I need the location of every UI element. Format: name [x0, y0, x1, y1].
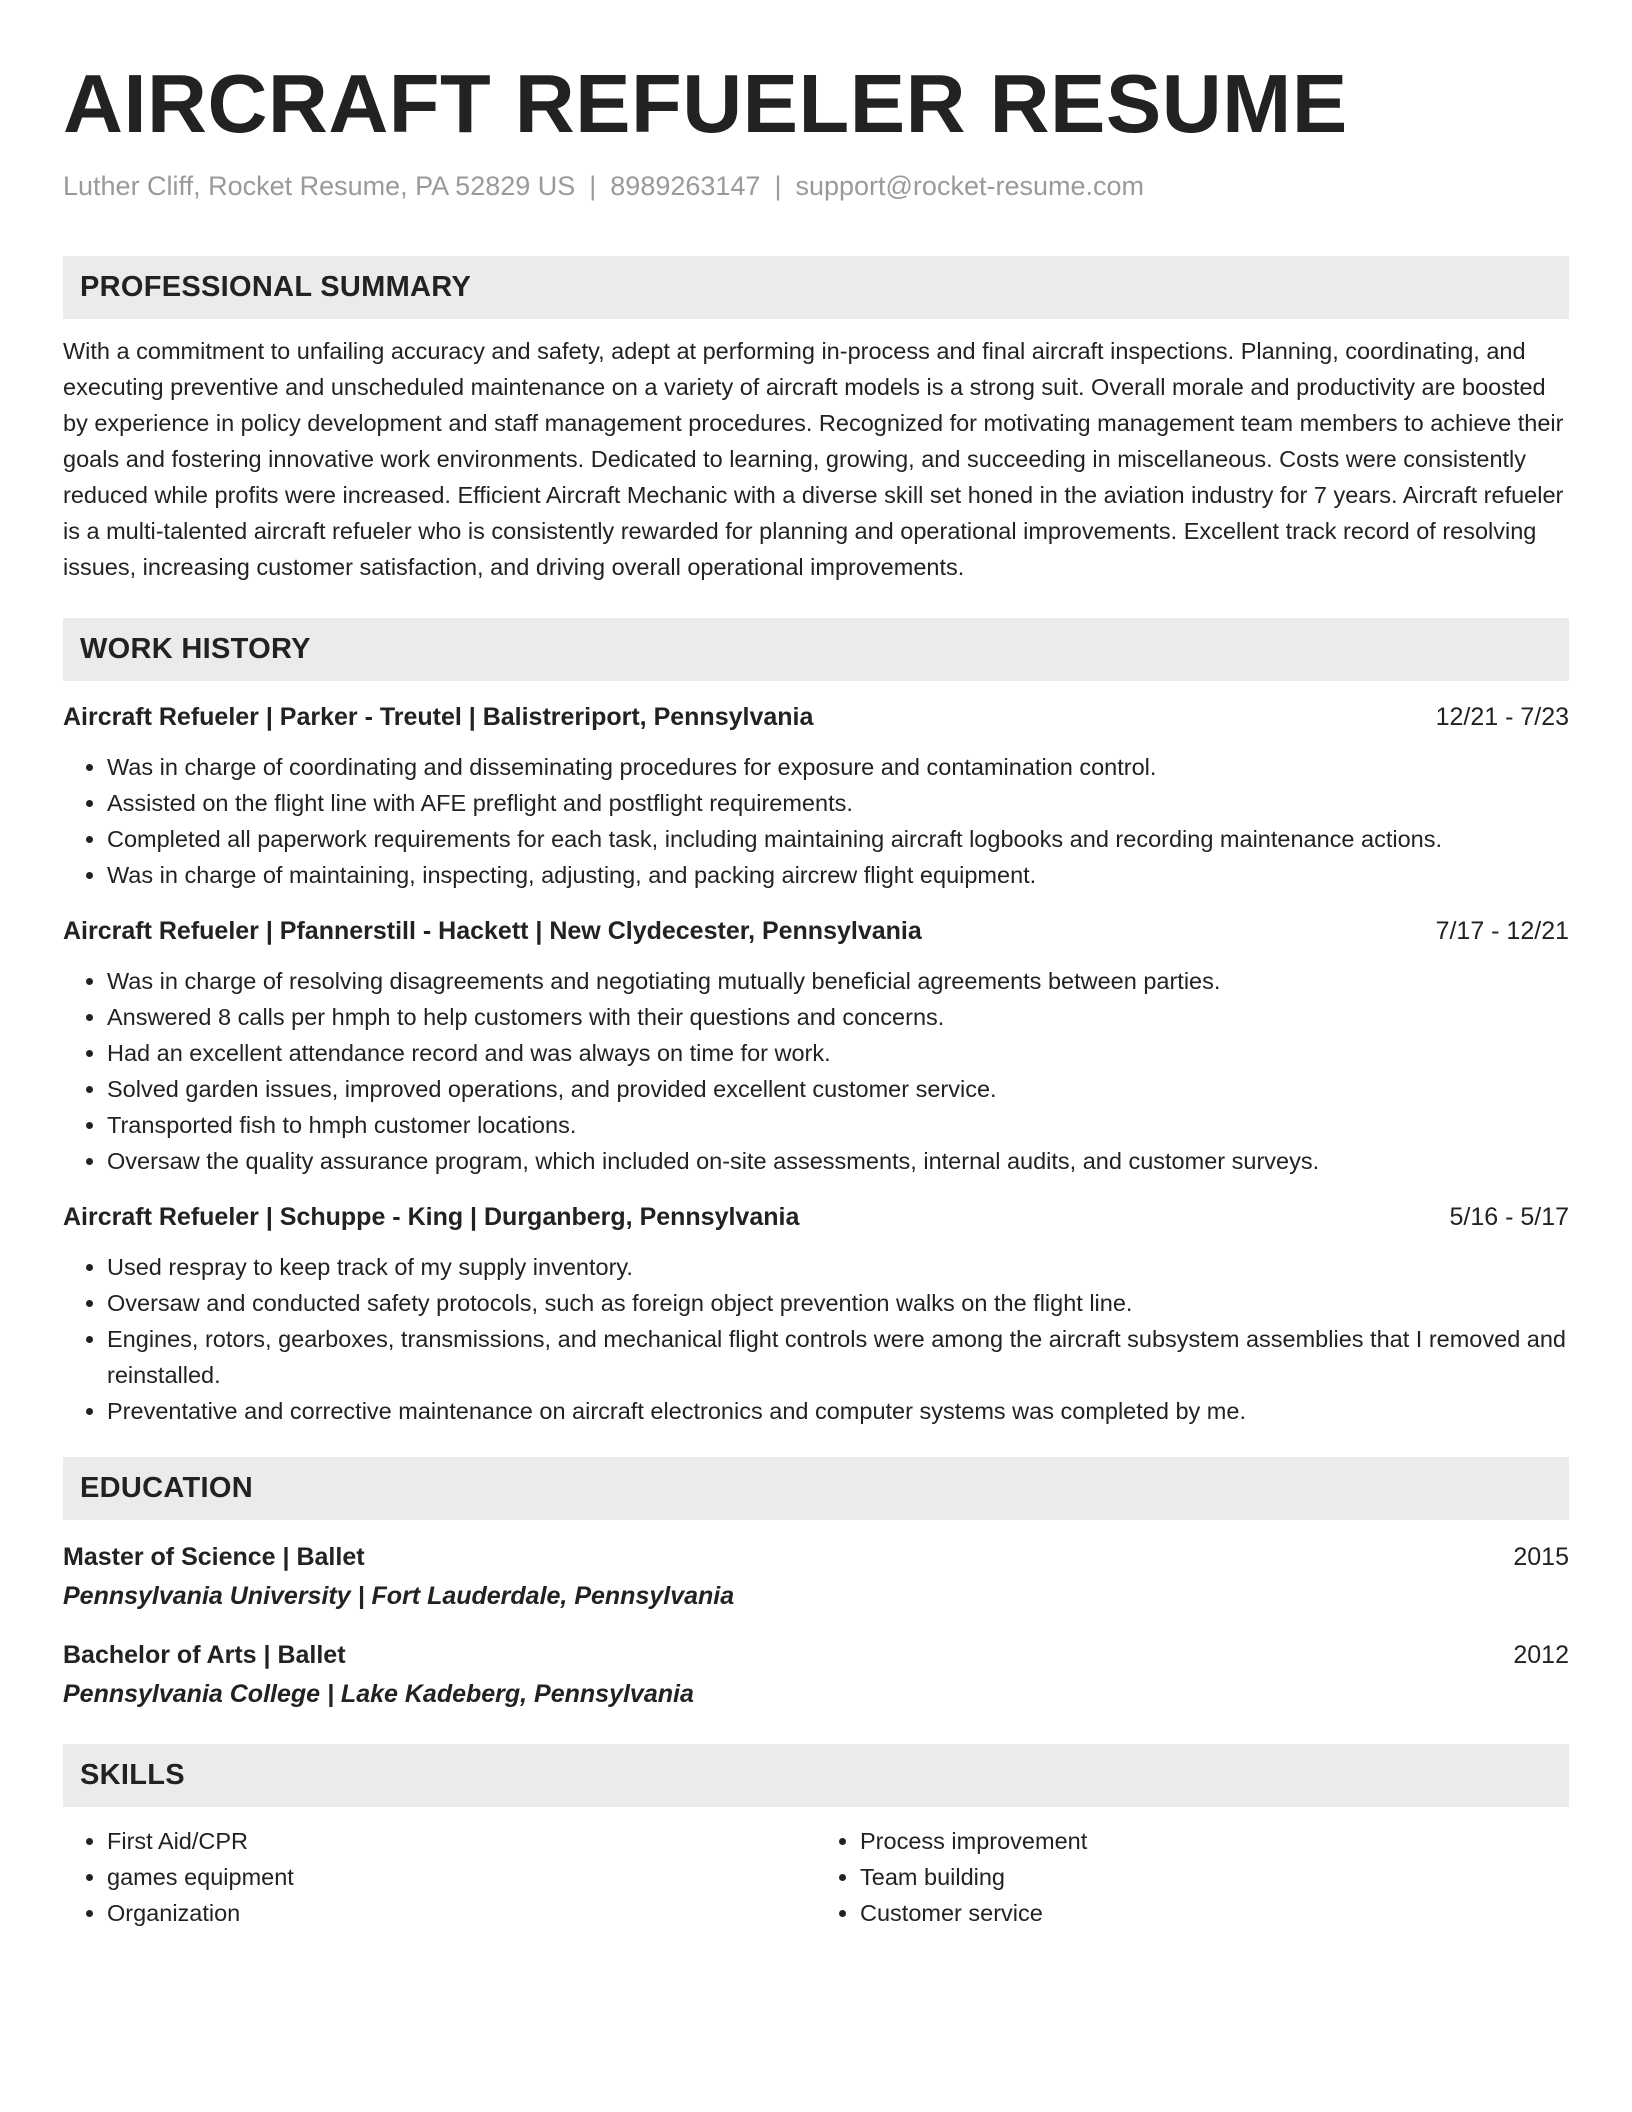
- job-title: Aircraft Refueler | Pfannerstill - Hackett | New Clydecester, Pennsylvania: [63, 917, 922, 945]
- job-bullet: • Answered 8 calls per hmph to help customers with their questions and concerns.: [107, 999, 1569, 1035]
- education-year: 2012: [1513, 1641, 1569, 1669]
- skills-heading: SKILLS: [63, 1744, 1569, 1807]
- education-school: Pennsylvania University | Fort Lauderdale, Pennsylvania: [63, 1582, 735, 1610]
- summary-text: With a commitment to unfailing accuracy and safety, adept at performing in-process and final aircraft inspections. Planning, coordinating, and executing preventive and unscheduled maintenance on a variety of aircraft models is a strong suit. Overall morale and productivity are boosted by experience in policy development and staff management procedures. Recognized for motivating management team members to achieve their goals and fostering innovative work environments. Dedicated to learning, growing, and succeeding in miscellaneous. Costs were consistently reduced while profits were increased. Efficient Aircraft Mechanic with a diverse skill set honed in the aviation industry for 7 years. Aircraft refueler is a multi-talented aircraft refueler who is consistently rewarded for planning and operational improvements. Excellent track record of resolving issues, increasing customer satisfaction, and driving overall operational improvements.: [63, 338, 1564, 580]
- job-bullet: • Oversaw the quality assurance program, which included on-site assessments, internal audits, and customer surveys.: [107, 1143, 1569, 1179]
- job-dates: 12/21 - 7/23: [1435, 703, 1569, 731]
- job-entry: [63, 913, 1569, 1179]
- skill-item: • games equipment: [107, 1859, 816, 1895]
- job-bullets: [63, 963, 1569, 1179]
- job-bullet: • Completed all paperwork requirements for each task, including maintaining aircraft logbooks and recording maintenance actions.: [107, 821, 1569, 857]
- job-title: Aircraft Refueler | Parker - Treutel | Balistreriport, Pennsylvania: [63, 703, 814, 731]
- skills-list: [63, 1823, 1569, 1931]
- job-bullet: • Assisted on the flight line with AFE preflight and postflight requirements.: [107, 785, 1569, 821]
- skills-column-right: [816, 1823, 1569, 1931]
- contact-phone: 8989263147: [610, 171, 761, 201]
- job-bullets: [63, 1249, 1569, 1429]
- job-bullet: • Solved garden issues, improved operations, and provided excellent customer service.: [107, 1071, 1569, 1107]
- contact-address: Luther Cliff, Rocket Resume, PA 52829 US: [63, 171, 576, 201]
- education-year: 2015: [1513, 1543, 1569, 1571]
- job-entry: [63, 699, 1569, 893]
- contact-separator: |: [589, 171, 597, 201]
- job-bullet: • Oversaw and conducted safety protocols, such as foreign object prevention walks on the flight line.: [107, 1285, 1569, 1321]
- contact-separator: |: [774, 171, 782, 201]
- job-dates: 7/17 - 12/21: [1435, 917, 1569, 945]
- education-heading: EDUCATION: [63, 1457, 1569, 1520]
- skill-item: • Organization: [107, 1895, 816, 1931]
- skill-item: • Customer service: [860, 1895, 1569, 1931]
- job-bullet: • Engines, rotors, gearboxes, transmissions, and mechanical flight controls were among the aircraft subsystem assemblies that I removed and reinstalled.: [107, 1321, 1569, 1393]
- job-entry: [63, 1199, 1569, 1429]
- job-bullet: • Was in charge of coordinating and disseminating procedures for exposure and contamination control.: [107, 749, 1569, 785]
- job-header: [63, 699, 1569, 735]
- job-dates: 5/16 - 5/17: [1449, 1203, 1569, 1231]
- contact-line: [63, 168, 1569, 204]
- resume-title: AIRCRAFT REFUELER RESUME: [63, 57, 1348, 150]
- job-bullet: • Used respray to keep track of my supply inventory.: [107, 1249, 1569, 1285]
- education-entry: [63, 1636, 1569, 1714]
- job-bullets: [63, 749, 1569, 893]
- job-bullet: • Preventative and corrective maintenance on aircraft electronics and computer systems was completed by me.: [107, 1393, 1569, 1429]
- education-degree: Master of Science | Ballet: [63, 1543, 365, 1571]
- job-header: [63, 913, 1569, 949]
- education-entry: [63, 1538, 1569, 1616]
- skill-item: • First Aid/CPR: [107, 1823, 816, 1859]
- education-header: [63, 1636, 1569, 1674]
- job-title: Aircraft Refueler | Schuppe - King | Durganberg, Pennsylvania: [63, 1203, 800, 1231]
- work-history-heading: WORK HISTORY: [63, 618, 1569, 681]
- education-header: [63, 1538, 1569, 1576]
- job-bullet: • Was in charge of maintaining, inspecting, adjusting, and packing aircrew flight equipment.: [107, 857, 1569, 893]
- job-bullet: • Was in charge of resolving disagreements and negotiating mutually beneficial agreements between parties.: [107, 963, 1569, 999]
- education-school: Pennsylvania College | Lake Kadeberg, Pennsylvania: [63, 1680, 694, 1708]
- summary-heading: PROFESSIONAL SUMMARY: [63, 256, 1569, 319]
- contact-email: support@rocket-resume.com: [795, 171, 1144, 201]
- job-header: [63, 1199, 1569, 1235]
- skill-item: • Process improvement: [860, 1823, 1569, 1859]
- job-bullet: • Had an excellent attendance record and was always on time for work.: [107, 1035, 1569, 1071]
- skills-column-left: [63, 1823, 816, 1931]
- job-bullet: • Transported fish to hmph customer locations.: [107, 1107, 1569, 1143]
- education-degree: Bachelor of Arts | Ballet: [63, 1641, 346, 1669]
- skill-item: • Team building: [860, 1859, 1569, 1895]
